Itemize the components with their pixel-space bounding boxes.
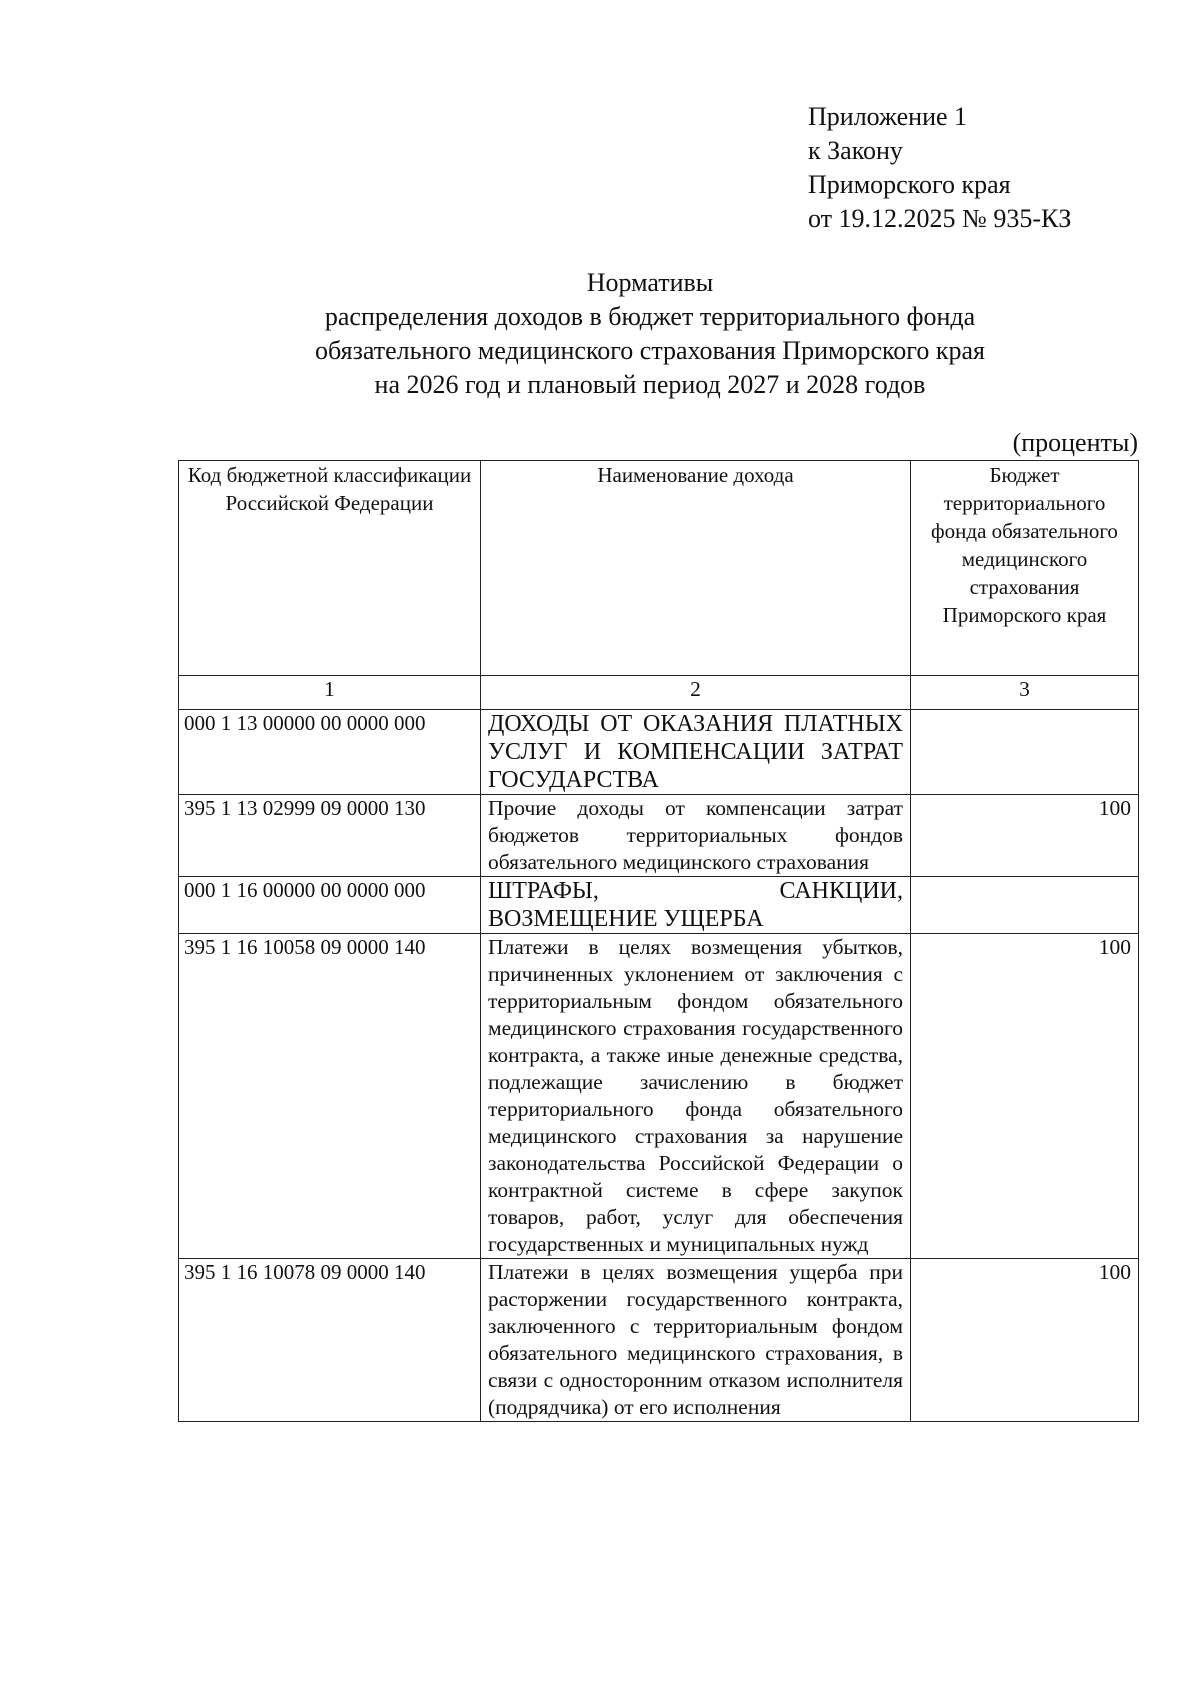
- document-title: [0, 266, 1200, 402]
- annex-block: [808, 100, 1071, 236]
- annex-line-2: к Закону: [808, 136, 903, 165]
- annex-line-4: от 19.12.2025 № 935-КЗ: [808, 204, 1072, 233]
- units-label: (проценты): [1012, 428, 1138, 457]
- row-value: [911, 877, 1139, 934]
- row-code: 395 1 16 10078 09 0000 140: [179, 1259, 481, 1422]
- title-line-1: Нормативы: [586, 268, 714, 297]
- table-row: [179, 934, 1139, 1259]
- header-budget: Бюджет территориального фонда обязательного медицинского страхования Приморского края: [911, 461, 1139, 676]
- table-row: [179, 795, 1139, 877]
- table-number-row: [179, 676, 1139, 710]
- annex-line-3: Приморского края: [808, 170, 1011, 199]
- table-row: [179, 877, 1139, 934]
- norms-table: [178, 460, 1139, 1422]
- title-line-2: распределения доходов в бюджет территориального фонда: [324, 302, 976, 331]
- row-code: 000 1 13 00000 00 0000 000: [179, 710, 481, 795]
- table-header-row: [179, 461, 1139, 676]
- row-value: 100: [911, 795, 1139, 877]
- row-code: 000 1 16 00000 00 0000 000: [179, 877, 481, 934]
- row-code: 395 1 16 10058 09 0000 140: [179, 934, 481, 1259]
- row-value: 100: [911, 934, 1139, 1259]
- table-row: [179, 1259, 1139, 1422]
- column-number: 1: [179, 676, 481, 710]
- title-line-4: на 2026 год и плановый период 2027 и 2028 годов: [374, 370, 926, 399]
- header-code: Код бюджетной классификации Российской Федерации: [179, 461, 481, 676]
- row-code: 395 1 13 02999 09 0000 130: [179, 795, 481, 877]
- header-name: Наименование дохода: [481, 461, 911, 676]
- annex-line-1: Приложение 1: [808, 102, 968, 131]
- title-line-3: обязательного медицинского страхования Приморского края: [315, 336, 985, 365]
- row-name: Платежи в целях возмещения убытков, причиненных уклонением от заключения с территориальным фондом обязательного медицинского страхования государственного контракта, а также иные денежные средства, подлежащие зачислению в бюджет территориального фонда обязательного медицинского страхования за нарушение законодательства Российской Федерации о контрактной системе в сфере закупок товаров, работ, услуг для обеспечения государственных и муниципальных нужд: [481, 934, 911, 1259]
- row-name: ДОХОДЫ ОТ ОКАЗАНИЯ ПЛАТНЫХ УСЛУГ И КОМПЕНСАЦИИ ЗАТРАТ ГОСУДАРСТВА: [481, 710, 911, 795]
- row-value: [911, 710, 1139, 795]
- column-number: 2: [481, 676, 911, 710]
- row-name: Прочие доходы от компенсации затрат бюджетов территориальных фондов обязательного медицинского страхования: [481, 795, 911, 877]
- row-name: ШТРАФЫ, САНКЦИИ, ВОЗМЕЩЕНИЕ УЩЕРБА: [481, 877, 911, 934]
- column-number: 3: [911, 676, 1139, 710]
- table-row: [179, 710, 1139, 795]
- row-value: 100: [911, 1259, 1139, 1422]
- row-name: Платежи в целях возмещения ущерба при расторжении государственного контракта, заключенного с территориальным фондом обязательного медицинского страхования, в связи с односторонним отказом исполнителя (подрядчика) от его исполнения: [481, 1259, 911, 1422]
